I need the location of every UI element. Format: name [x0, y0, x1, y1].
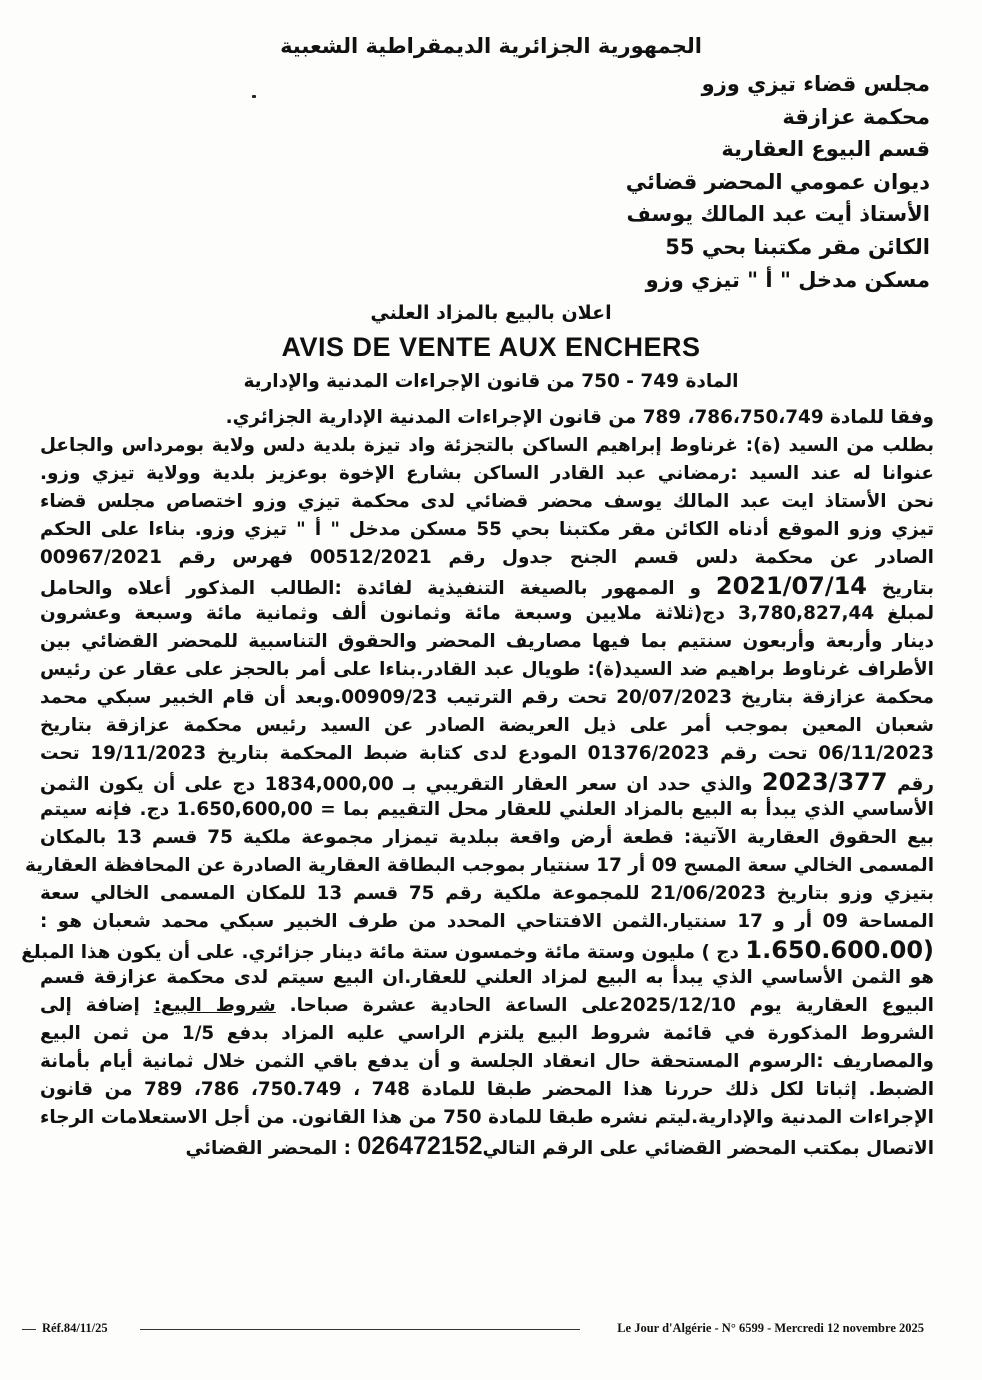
emphasized-value: 2023/377 — [761, 768, 888, 796]
body-line: وفقا للمادة 786،750،749، 789 من قانون الإجراءات المدنية الإدارية الجزائري. — [225, 407, 934, 428]
body-line: البيوع العقارية يوم 2025/12/10على الساعة الحادية عشرة صباحا. شروط البيع: إضافة إلى — [40, 995, 934, 1016]
body-line: بيع الحقوق العقارية الآتية: قطعة أرض واقعة ببلدية تيمزار مجموعة ملكية 75 قسم 13 بالمكان — [40, 827, 935, 848]
footer-rule-left — [22, 1329, 36, 1330]
footer-rule — [140, 1329, 580, 1330]
body-line: الأطراف غرناوط براهيم ضد السيد(ة): طويال عبد القادر.بناءا على أمر بالحجز على عقار عن رئيس — [40, 659, 934, 680]
notice-body — [21, 404, 935, 1160]
body-line: الضبط. إثباتا لكل ذلك حررنا هذا المحضر طبقا للمادة 748 ، 750.749، 786، 789 من قانون — [40, 1079, 934, 1100]
header-line-council: مجلس قضاء تيزي وزو — [701, 72, 930, 96]
header-line-bailiff: الأستاذ أيت عبد المالك يوسف — [626, 202, 930, 227]
footer-reference: Réf.84/11/25 — [42, 1321, 108, 1335]
header-line-section: قسم البيوع العقارية — [721, 137, 930, 162]
body-line: الصادر عن محكمة دلس قسم الجنح جدول رقم 00512/2021 فهرس رقم 00967/2021 — [40, 547, 934, 568]
header-line-office: ديوان عمومي المحضر قضائي — [625, 169, 930, 194]
body-line: الاتصال بمكتب المحضر القضائي على الرقم التالي026472152 : المحضر القضائي — [185, 1132, 934, 1160]
body-line: رقم 2023/377 والذي حدد ان سعر العقار التقريبي بـ 1834,000,00 دج على أن يكون الثمن — [40, 768, 934, 796]
announcement-title-french: AVIS DE VENTE AUX ENCHERS — [281, 332, 701, 362]
body-line: تيزي وزو الموقع أدناه الكائن مقر مكتبنا بحي 55 مسكن مدخل " أ " تيزي وزو. بناءا على الحكم — [40, 519, 934, 540]
header-line-address: الكائن مقر مكتبنا بحي 55 — [665, 234, 930, 259]
court-header — [430, 68, 930, 296]
body-line: دينار وأربعة وأربعون سنتيم بما فيها مصاريف المحضر والحقوق التناسبية للمحضر القضائي بين — [40, 631, 934, 652]
republic-title: الجمهورية الجزائرية الديمقراطية الشعبية — [280, 34, 702, 58]
body-line: بطلب من السيد (ة): غرناوط إبراهيم الساكن بالتجزئة واد تيزة بلدية دلس ولاية بومرداس والجاعل — [40, 435, 934, 456]
stray-dot — [252, 95, 256, 98]
sale-conditions-heading: شروط البيع: — [153, 995, 276, 1016]
body-line: لمبلغ 3,780,827,44 دج(ثلاثة ملايين وسبعة مائة وثمانون ألف وثمانية مائة وسبعة وعشرون — [40, 603, 934, 624]
announcement-title-arabic: اعلان بالبيع بالمزاد العلني — [370, 302, 612, 324]
footer-journal-info: Le Jour d'Algérie - N° 6599 - Mercredi 12 novembre 2025 — [617, 1321, 924, 1335]
body-line: محكمة عزازقة بتاريخ 20/07/2023 تحت رقم الترتيب 00909/23.وبعد أن قام الخبير سبكي محمد — [40, 687, 935, 708]
header-line-court: محكمة عزازقة — [782, 104, 930, 129]
body-line: بتاريخ 2021/07/14 و الممهور بالصيغة التنفيذية لفائدة :الطالب المذكور أعلاه والحامل — [40, 572, 934, 600]
body-line: 06/11/2023 تحت رقم 01376/2023 المودع لدى كتابة ضبط المحكمة بتاريخ 19/11/2023 تحت — [40, 743, 934, 764]
body-line: شعبان المعين بموجب أمر على ذيل العريضة الصادر عن السيد رئيس محكمة عزازقة بتاريخ — [40, 715, 934, 736]
legal-article-reference: المادة 749 - 750 من قانون الإجراءات المدنية والإدارية — [243, 371, 739, 392]
body-line: نحن الأستاذ ايت عبد المالك يوسف محضر قضائي لدى محكمة تيزي وزو اختصاص مجلس قضاء — [40, 491, 934, 512]
body-line: الإجراءات المدنية والإدارية.ليتم نشره طبقا للمادة 750 من هذا القانون. من أجل الاستعلامات الرجاء — [40, 1107, 934, 1128]
body-line: الأساسي الذي يبدأ به البيع بالمزاد العلني للعقار محل التقييم بما = 1.650,600,00 دج. فإنه سيتم — [40, 799, 934, 820]
body-line: المسمى الخالي سعة المسح 09 أر 17 سنتيار بموجب البطاقة العقارية الصادرة عن المحافظة العقارية — [24, 855, 934, 876]
body-line: والمصاريف :الرسوم المستحقة حال انعقاد الجلسة و أن يدفع باقي الثمن خلال ثمانية أيام بأمانة — [40, 1051, 934, 1072]
emphasized-value: 2021/07/14 — [715, 572, 867, 600]
body-line: عنوانا له عند السيد :رمضاني عبد القادر الساكن بشارع الإخوة بوعزيز بلدية وولاية تيزي وزو. — [40, 463, 934, 484]
emphasized-value: (1.650.600.00 — [745, 936, 934, 964]
body-line: هو الثمن الأساسي الذي يبدأ به البيع لمزاد العلني للعقار.ان البيع سيتم لدى محكمة عزازقة قسم — [40, 967, 934, 988]
phone-number: 026472152 — [357, 1132, 483, 1160]
body-line: الشروط المذكورة في قائمة شروط البيع يلتزم الراسي عليه المزاد بدفع 1/5 من ثمن البيع — [40, 1023, 934, 1044]
body-line: بتيزي وزو بتاريخ 21/06/2023 للمجموعة ملكية رقم 75 قسم 13 للمكان المسمى الخالي سعة — [40, 883, 934, 904]
header-line-address-2: مسكن مدخل " أ " تيزي وزو — [645, 267, 930, 292]
body-line: (1.650.600.00 دج ) مليون وستة مائة وخمسون ستة مائة دينار جزائري. على أن يكون هذا المبلغ — [21, 936, 934, 964]
body-line: المساحة 09 أر و 17 سنتيار.الثمن الافتتاحي المحدد من طرف الخبير سبكي محمد شعبان هو : — [40, 911, 935, 932]
